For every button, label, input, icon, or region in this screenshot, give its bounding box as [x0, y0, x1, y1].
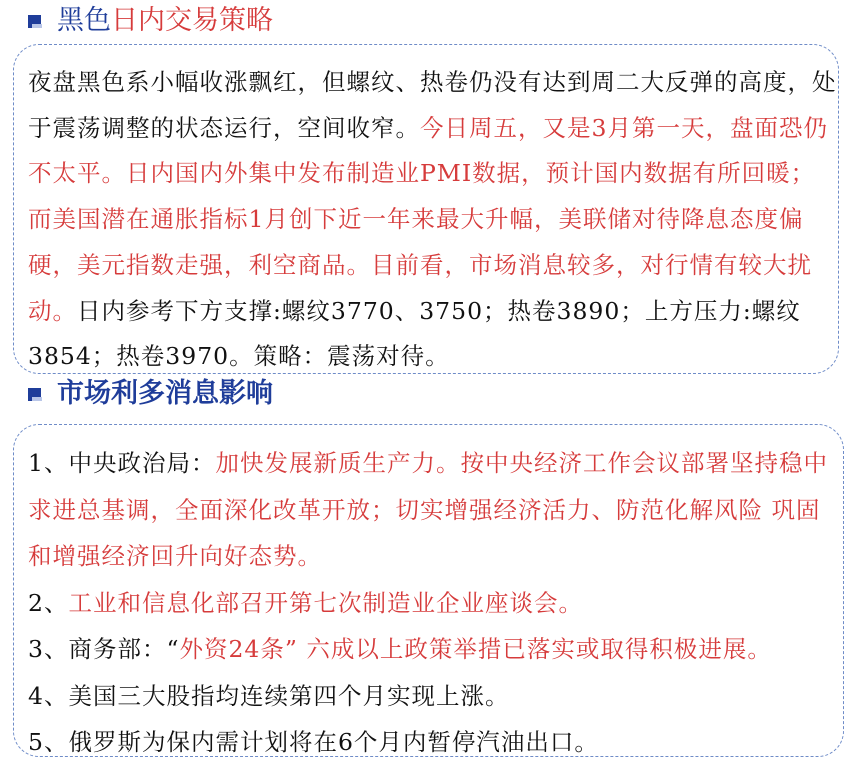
news-heading	[28, 378, 273, 410]
news-item-3	[28, 626, 838, 673]
strategy-text-red: 今日周五，又是3月第一天，盘面恐仍不太平。日内国内外集中发布制造业PMI数据，预计国内数据有所回暖；而美国潜在通胀指标1月创下近一年来最大升幅，美联储对待降息态度偏硬，美元指数走强，利空商品。目前看，市场消息较多，对行情有较大扰动。	[28, 113, 828, 325]
news-item-prefix: 3、商务部：“	[28, 635, 180, 663]
news-item-text: 加快发展新质生产力。按中央经济工作会议部署坚持稳中求进总基调，全面深化改革开放；切实增强经济活力、防范化解风险 巩固和增强经济回升向好态势。	[28, 449, 828, 570]
news-item-1	[28, 440, 838, 580]
heading-title-part2: 日内交易策略	[111, 5, 273, 36]
heading-square-icon	[28, 15, 41, 28]
news-item-text: 工业和信息化部召开第七次制造业企业座谈会。	[68, 588, 583, 617]
heading-title-part1: 黑色	[57, 5, 111, 36]
news-item-text: 外资24条” 六成以上政策举措已落实或取得积极进展。	[179, 635, 772, 663]
news-item-4	[28, 673, 838, 720]
news-item-prefix: 4、美国三大股指均连续第四个月实现上涨。	[28, 681, 510, 710]
news-item-prefix: 1、中央政治局：	[28, 449, 216, 477]
heading-square-icon	[28, 388, 41, 401]
strategy-paragraph	[28, 60, 838, 380]
news-list	[28, 440, 838, 766]
news-item-prefix: 5、俄罗斯为保内需计划将在6个月内暂停汽油出口。	[28, 728, 599, 756]
news-item-5	[28, 719, 838, 766]
news-item-prefix: 2、	[28, 588, 69, 617]
strategy-text-black-a: 夜盘黑色系小幅收涨飘红，但螺纹、热卷仍没有达到周二大反弹的高度，处于震荡调整的状态运行，空间收窄。	[28, 68, 837, 142]
news-heading-title: 市场利多消息影响	[57, 378, 273, 409]
news-item-2	[28, 580, 838, 627]
strategy-heading	[28, 6, 273, 36]
strategy-text-black-b: 日内参考下方支撑:螺纹3770、3750；热卷3890；上方压力:螺纹3854；热卷3970。策略：震荡对待。	[28, 296, 801, 371]
